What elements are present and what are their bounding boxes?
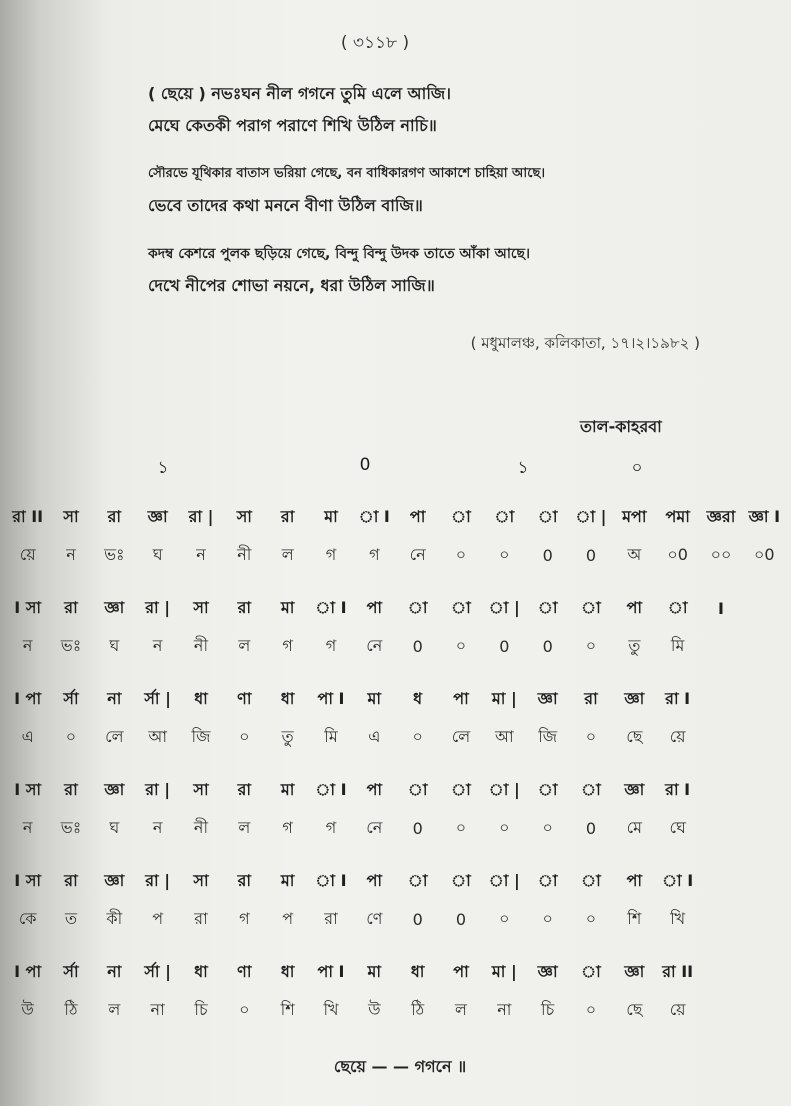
lyric-line: ভেবে তাদের কথা মননে বীণা উঠিল বাজি॥ <box>148 196 423 215</box>
swara-note: র্সা <box>63 961 79 981</box>
swara-note: পা <box>453 961 469 981</box>
beat-marker: ১ <box>517 458 529 478</box>
swara-note: সা <box>193 779 209 799</box>
closing-line: ছেয়ে — — গগনে ॥ <box>333 1057 467 1076</box>
swara-note: পা I <box>317 688 345 708</box>
swara-note: জ্ঞা <box>104 870 125 890</box>
swara-row <box>6 864 786 898</box>
lyric-syllable: ০ <box>542 908 553 928</box>
swara-note: জ্ঞরা <box>706 506 736 526</box>
swara-note: া <box>537 506 558 526</box>
lyric-syllable: ন <box>196 544 206 564</box>
lyric-syllable: 0 <box>455 909 467 929</box>
swara-row <box>6 500 786 534</box>
swara-note: ণা <box>237 688 252 708</box>
lyric-syllable: ০ <box>499 544 510 564</box>
lyric-syllable: ০ <box>542 817 553 837</box>
swara-note: রা <box>64 597 78 617</box>
lyric-syllable: ছে <box>626 726 643 746</box>
swara-note: I সা <box>14 597 42 617</box>
swara-note: মা | <box>491 688 517 708</box>
lyric-syllable: ল <box>455 999 467 1019</box>
lyric-syllable: ল <box>108 999 121 1019</box>
lyric-syllable: লে <box>451 726 471 746</box>
lyric-syllable: 0 <box>412 818 423 838</box>
swara-note: পা <box>626 597 643 617</box>
lyric-syllable: ০ <box>239 726 250 746</box>
swara-note: া <box>537 597 558 617</box>
lyric-syllable: ০ <box>585 635 597 655</box>
lyric-syllable: চি <box>541 999 555 1019</box>
lyric-syllable: কী <box>106 908 123 928</box>
notation-block <box>0 864 791 955</box>
lyric-syllable: ০ <box>585 999 597 1019</box>
lyric-syllable: চি <box>194 999 208 1019</box>
lyric-syllable: এ <box>368 726 381 746</box>
lyric-syllable: না <box>150 999 165 1019</box>
lyric-syllable: নে <box>409 544 426 564</box>
swara-note: মা <box>324 506 338 526</box>
swara-note: র্সা | <box>144 688 171 708</box>
lyric-syllable: গ <box>282 817 293 837</box>
swara-note: I পা <box>14 688 42 708</box>
swara-note: রা <box>280 506 295 526</box>
swara-note: জ্ঞা <box>624 961 645 981</box>
swara-note: ধা <box>280 688 295 708</box>
lyric-syllable: 0 <box>542 545 553 565</box>
swara-note: র্সা | <box>144 961 171 981</box>
page-number: ( ৩১১৮ ) <box>340 33 410 53</box>
swara-note: সা <box>236 506 252 526</box>
lyric-syllable: গ <box>325 544 337 564</box>
lyric-syllable: ঘ <box>109 817 120 837</box>
lyric-syllable: গ <box>325 817 337 837</box>
lyric-syllable-row <box>6 811 786 845</box>
lyric-syllable: জি <box>191 726 211 746</box>
swara-note: রা | <box>145 870 171 890</box>
swara-note: ধা <box>280 961 295 981</box>
swara-note: া I <box>358 506 390 526</box>
swara-note: রা <box>237 597 252 617</box>
swara-note: মা | <box>491 961 517 981</box>
notation-block <box>0 591 791 682</box>
swara-note: রা | <box>145 597 171 617</box>
swara-note: া <box>451 506 471 526</box>
swara-note: জ্ঞা <box>537 961 558 981</box>
swara-note: া | <box>488 870 520 890</box>
lyric-syllable: নী <box>193 817 209 837</box>
lyric-syllable: ০ <box>585 726 597 746</box>
lyric-syllable: লে <box>105 726 124 746</box>
lyric-syllable: নে <box>366 817 383 837</box>
lyric-syllable: অ <box>627 544 642 564</box>
swara-note: জ্ঞা I <box>748 506 781 526</box>
swara-note: রা <box>107 506 122 526</box>
swara-note: I <box>718 598 724 618</box>
swara-note: া <box>451 870 471 890</box>
lyric-syllable: ন <box>22 635 33 655</box>
lyric-syllable: ০ <box>239 999 250 1019</box>
swara-note: পা I <box>317 961 345 981</box>
lyric-syllable: ল <box>238 635 251 655</box>
lyric-syllable: গ <box>282 635 293 655</box>
swara-note: রা <box>237 870 252 890</box>
lyric-syllable: আ <box>494 726 514 746</box>
lyric-syllable: ০ <box>585 908 597 928</box>
swara-note: মা <box>367 688 382 708</box>
lyric-line: ( ছেয়ে ) নভঃঘন নীল গগনে তুমি এলে আজি। <box>148 84 451 103</box>
lyric-syllable: 0 <box>585 818 597 838</box>
swara-note: রা II <box>662 961 694 981</box>
swara-note: রা | <box>188 506 214 526</box>
lyric-syllable: ০ <box>499 908 510 928</box>
lyric-syllable: এ <box>21 726 34 746</box>
lyric-syllable-row <box>6 902 786 936</box>
lyric-syllable: খি <box>670 908 686 928</box>
lyric-syllable: ০0 <box>667 544 688 564</box>
swara-note: া <box>537 779 558 799</box>
lyric-syllable-row <box>6 538 786 572</box>
lyric-syllable: গ <box>325 635 337 655</box>
lyric-syllable: য়ে <box>669 999 686 1019</box>
lyric-syllable: ০০ <box>710 544 732 564</box>
lyric-syllable: ঠি <box>411 999 425 1019</box>
lyric-syllable: ০ <box>455 635 467 655</box>
swara-note: ধ <box>413 688 423 708</box>
swara-note: ধা <box>410 961 425 981</box>
lyric-syllable: শি <box>627 908 642 928</box>
swara-note: া | <box>488 597 520 617</box>
lyric-syllable: ০ <box>455 817 467 837</box>
lyric-syllable: ঘ <box>152 544 163 564</box>
swara-note: সা <box>193 597 209 617</box>
swara-note: পমা <box>665 506 690 526</box>
swara-note: া <box>581 779 601 799</box>
swara-row <box>6 955 786 989</box>
lyric-syllable: গ <box>239 908 250 928</box>
swara-note: মা <box>280 779 295 799</box>
lyric-stanza-2 <box>148 158 748 222</box>
swara-note: র্সা <box>63 688 79 708</box>
swara-note: া <box>407 870 428 890</box>
notation-block <box>0 955 791 1046</box>
swara-note: া <box>581 597 601 617</box>
swara-note: মা <box>280 597 295 617</box>
swara-note: ণা <box>237 961 252 981</box>
beat-marker: 0 <box>359 455 371 475</box>
swara-note: মা <box>367 961 382 981</box>
swara-row <box>6 591 786 625</box>
swara-row <box>6 682 786 716</box>
lyric-syllable: প <box>282 908 294 928</box>
song-lyrics <box>148 78 748 318</box>
swara-note: া I <box>662 870 694 890</box>
lyric-syllable: ণে <box>366 908 383 928</box>
swaralipi-notation <box>0 500 791 1046</box>
lyric-syllable: ভঃ <box>104 544 125 564</box>
lyric-syllable: ভঃ <box>60 635 82 655</box>
lyric-syllable: 0 <box>412 909 423 929</box>
lyric-syllable: রা <box>194 908 208 928</box>
lyric-syllable: কে <box>18 908 37 928</box>
beat-marker: ১ <box>157 458 169 478</box>
lyric-syllable-row <box>6 629 786 663</box>
swara-note: পা <box>453 688 469 708</box>
swara-note: রা <box>584 688 598 708</box>
lyric-syllable: প <box>152 908 164 928</box>
swara-note: া <box>581 870 601 890</box>
swara-note: পা <box>626 870 643 890</box>
swara-note: া I <box>315 779 347 799</box>
beat-markers <box>0 455 791 485</box>
lyric-syllable: ত <box>64 908 77 928</box>
swara-note: জ্ঞা <box>537 688 558 708</box>
swara-note: পা <box>409 506 426 526</box>
swara-note: রা I <box>665 779 691 799</box>
lyric-syllable-row <box>6 993 786 1027</box>
swara-note: সা <box>193 870 209 890</box>
lyric-syllable: 0 <box>542 636 553 656</box>
swara-note: রা I <box>665 688 691 708</box>
lyric-syllable: ঘে <box>669 817 686 837</box>
lyric-stanza-3 <box>148 238 748 302</box>
swara-note: রা <box>64 870 78 890</box>
lyric-syllable: খি <box>323 999 339 1019</box>
swara-note: মা <box>280 870 295 890</box>
lyric-syllable: গ <box>369 544 380 564</box>
lyric-line: কদম্ব কেশরে পুলক ছড়িয়ে গেছে, বিন্দু বিন্দু উদক তাতে আঁকা আছে। <box>148 246 531 262</box>
swara-note: া <box>407 597 428 617</box>
lyric-syllable: তু <box>628 635 641 655</box>
swara-note: পা <box>366 597 383 617</box>
lyric-syllable: য়ে <box>669 726 686 746</box>
swara-note: রা <box>237 779 252 799</box>
lyric-stanza-1 <box>148 78 748 142</box>
lyric-syllable: 0 <box>412 636 423 656</box>
swara-note: া <box>581 961 601 981</box>
lyric-line: মেঘে কেতকী পরাগ পরাণে শিখি উঠিল নাচি॥ <box>148 116 437 135</box>
swara-note: পা <box>366 870 383 890</box>
lyric-syllable: মি <box>324 726 338 746</box>
lyric-syllable: আ <box>148 726 167 746</box>
notation-block <box>0 773 791 864</box>
lyric-syllable: ন <box>152 635 163 655</box>
swara-note: জ্ঞা <box>147 506 168 526</box>
swara-note: সা <box>63 506 79 526</box>
lyric-syllable: ন <box>152 817 163 837</box>
lyric-syllable: জি <box>538 726 558 746</box>
lyric-syllable: উ <box>21 999 34 1019</box>
lyric-syllable: ০ <box>65 726 77 746</box>
swara-row <box>6 773 786 807</box>
lyric-syllable: ০0 <box>754 544 775 564</box>
lyric-syllable: ভঃ <box>60 817 82 837</box>
lyric-syllable: ০ <box>499 817 510 837</box>
beat-marker: ০ <box>631 458 643 478</box>
lyric-syllable: নী <box>193 635 209 655</box>
source-citation: ( মধুমালঞ্চ, কলিকাতা, ১৭।২।১৯৮২ ) <box>470 334 700 352</box>
swara-note: I পা <box>14 961 42 981</box>
lyric-syllable: 0 <box>585 545 597 565</box>
lyric-syllable: ঘ <box>109 635 120 655</box>
lyric-syllable: রা <box>324 908 338 928</box>
swara-note: রা II <box>12 506 44 526</box>
lyric-syllable: ঠি <box>64 999 78 1019</box>
lyric-syllable: ন <box>22 817 33 837</box>
lyric-syllable: উ <box>368 999 381 1019</box>
lyric-syllable: 0 <box>499 636 510 656</box>
swara-note: জ্ঞা <box>104 597 125 617</box>
swara-note: া I <box>315 870 347 890</box>
swara-note: া <box>407 779 428 799</box>
lyric-syllable: য়ে <box>19 544 36 564</box>
swara-note: না <box>107 688 122 708</box>
swara-note: I সা <box>14 870 42 890</box>
lyric-syllable: না <box>497 999 512 1019</box>
lyric-syllable: ল <box>281 544 294 564</box>
swara-note: মপা <box>622 506 647 526</box>
lyric-syllable: তু <box>281 726 294 746</box>
lyric-syllable-row <box>6 720 786 754</box>
swara-note: রা <box>64 779 78 799</box>
swara-note: পা <box>366 779 383 799</box>
notation-block <box>0 682 791 773</box>
swara-note: া <box>667 597 688 617</box>
lyric-syllable: ০ <box>412 726 423 746</box>
swara-note: া <box>537 870 558 890</box>
swara-note: জ্ঞা <box>624 688 645 708</box>
swara-note: ধা <box>194 961 208 981</box>
lyric-syllable: শি <box>280 999 295 1019</box>
swara-note: রা | <box>145 779 171 799</box>
swara-note: া <box>494 506 515 526</box>
lyric-syllable: নে <box>366 635 383 655</box>
lyric-syllable: নী <box>237 544 252 564</box>
lyric-line: সৌরভে যূথিকার বাতাস ভরিয়া গেছে, বন বাধিকারগণ আকাশে চাহিয়া আছে। <box>148 166 545 181</box>
swara-note: I সা <box>14 779 42 799</box>
lyric-syllable: ল <box>238 817 251 837</box>
swara-note: জ্ঞা <box>624 779 645 799</box>
lyric-syllable: মি <box>670 635 685 655</box>
lyric-syllable: ০ <box>455 544 467 564</box>
swara-note: া <box>451 779 471 799</box>
lyric-syllable: ছে <box>626 999 643 1019</box>
swara-note: া <box>451 597 471 617</box>
swara-note: া | <box>488 779 520 799</box>
notation-block <box>0 500 791 591</box>
swara-note: ধা <box>194 688 208 708</box>
swara-note: জ্ঞা <box>104 779 125 799</box>
tala-label: তাল-কাহরবা <box>580 417 662 436</box>
lyric-line: দেখে নীপের শোভা নয়নে, ধরা উঠিল সাজি॥ <box>148 276 435 295</box>
swara-note: া | <box>575 506 607 526</box>
swara-note: া I <box>315 597 347 617</box>
lyric-syllable: ন <box>66 544 76 564</box>
swara-note: না <box>107 961 122 981</box>
lyric-syllable: মে <box>626 817 643 837</box>
